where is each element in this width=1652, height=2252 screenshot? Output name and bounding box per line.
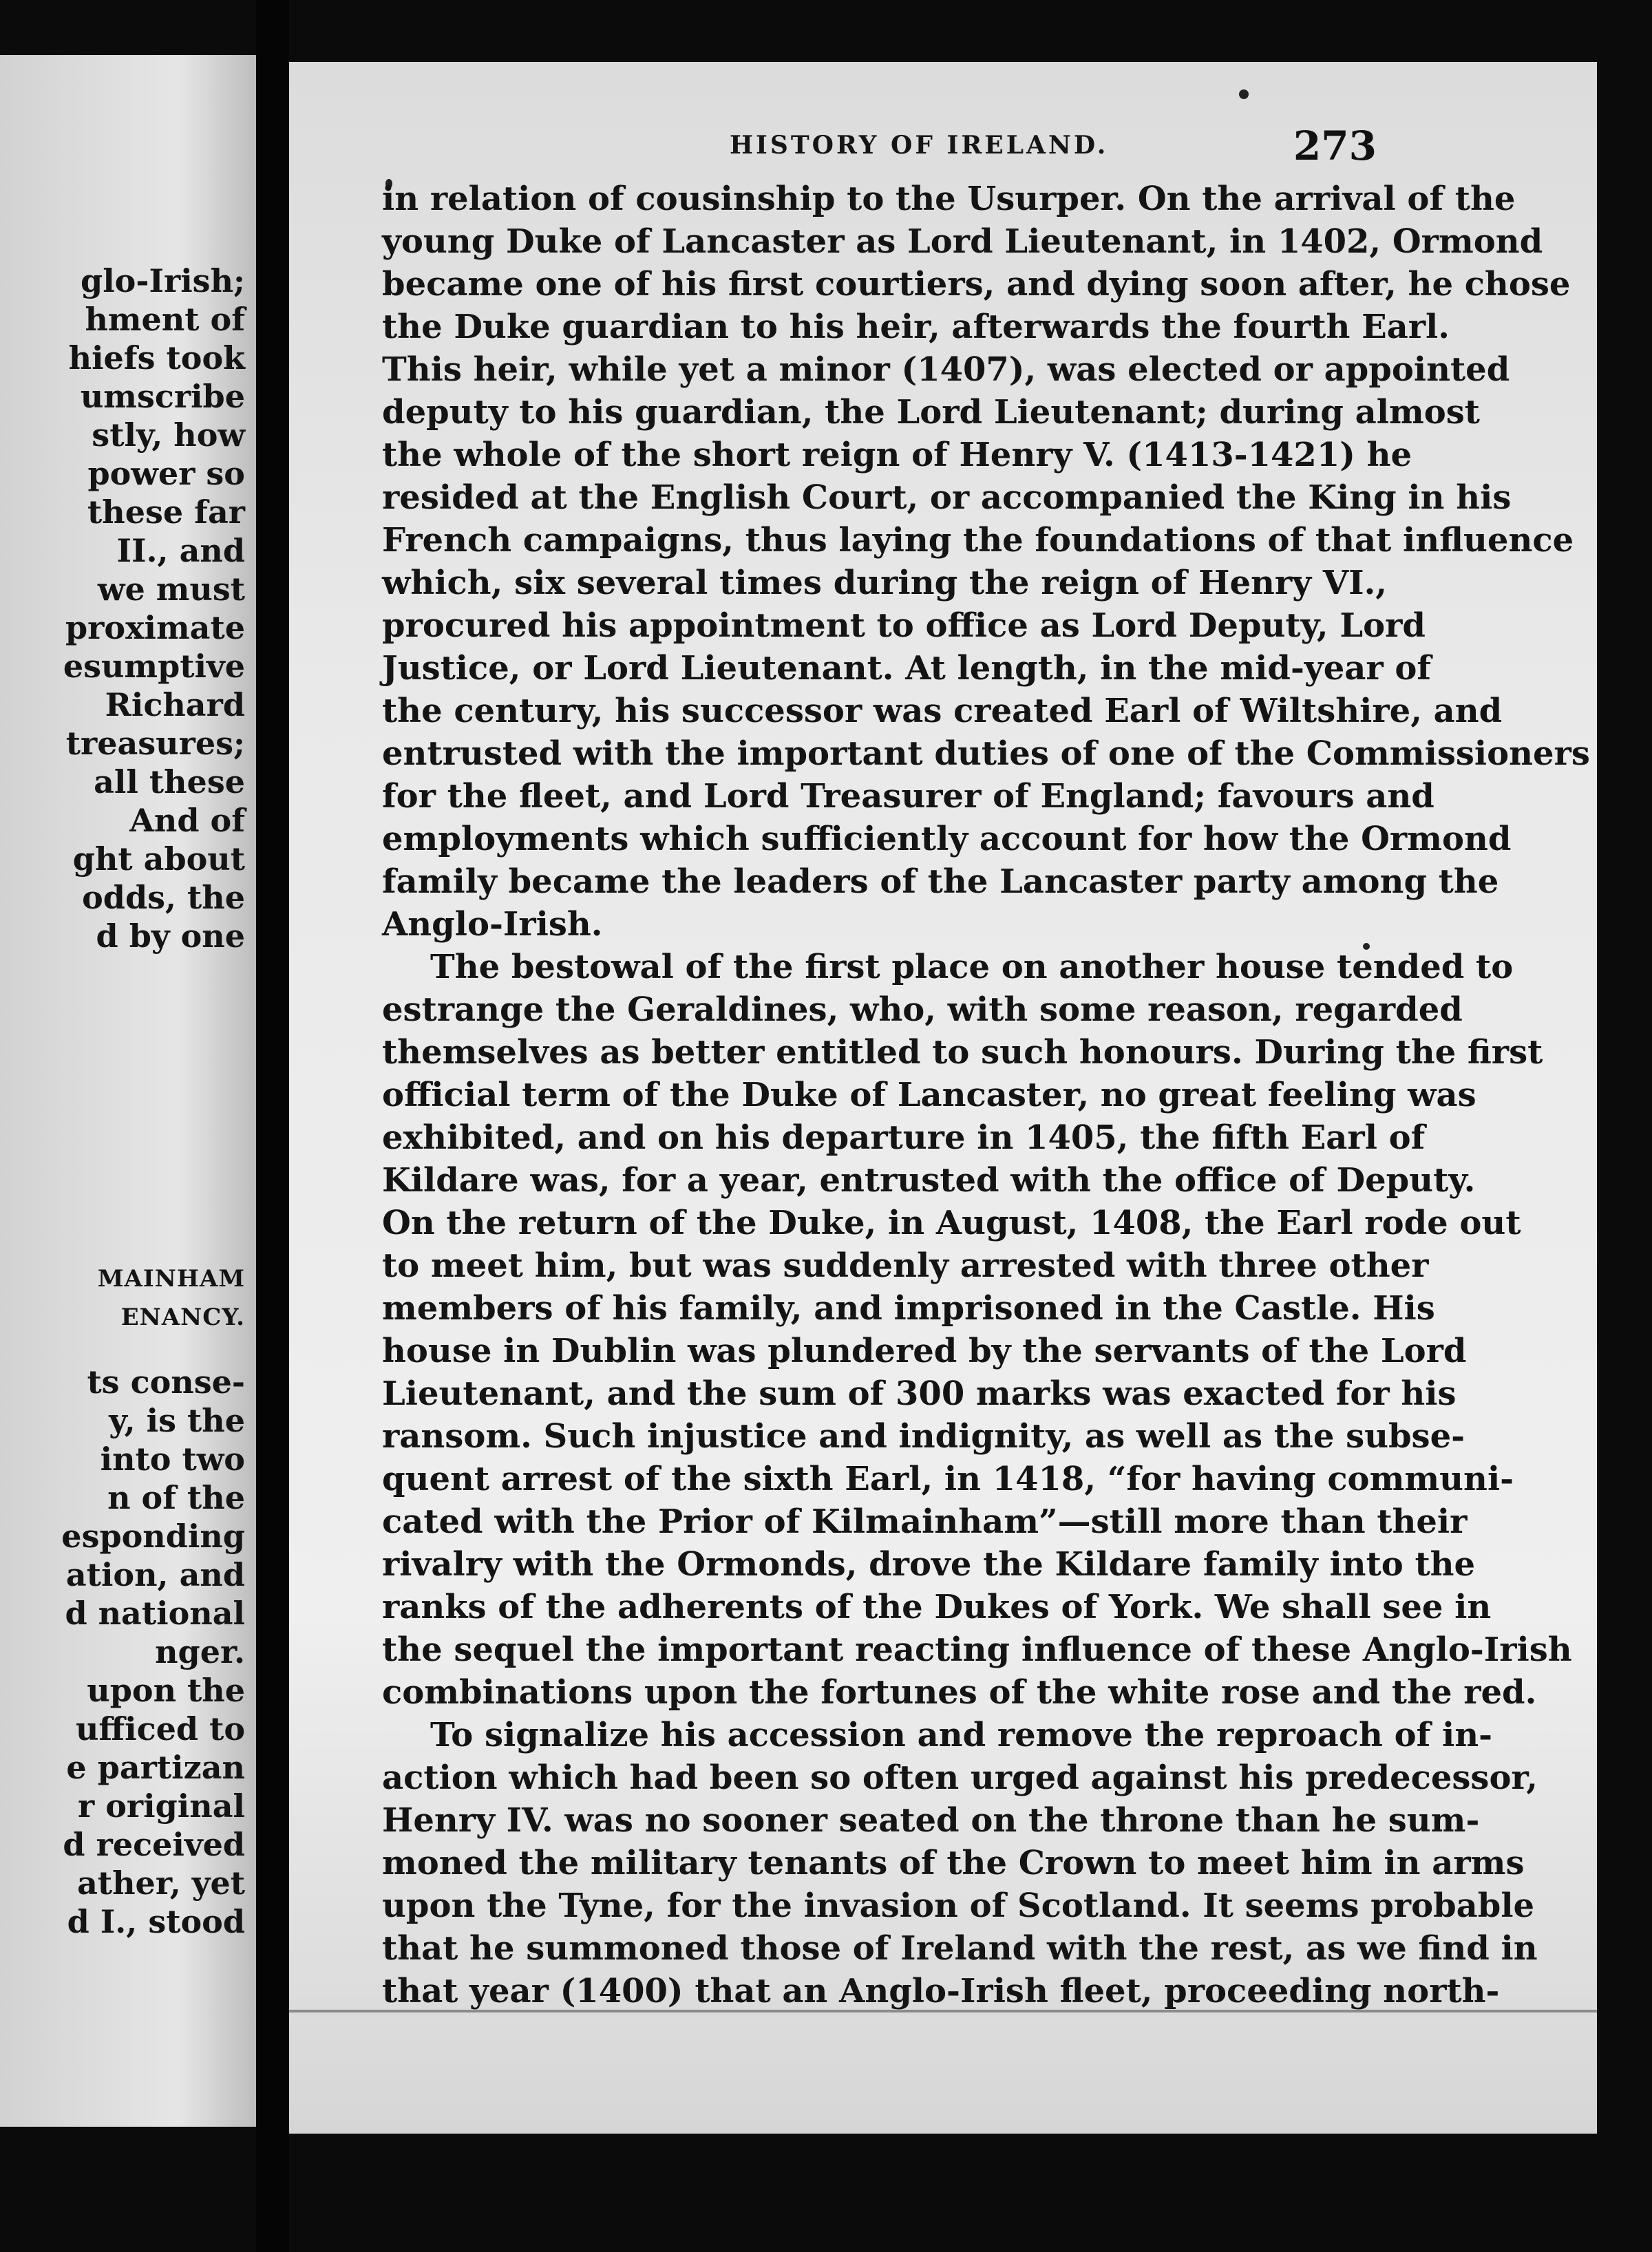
text-line: house in Dublin was plundered by the servants of the Lord [382,1332,1467,1370]
text-line: the whole of the short reign of Henry V. (1413-1421) he [382,436,1412,474]
text-line: family became the leaders of the Lancaster party among the [382,862,1499,901]
text-line: in relation of cousinship to the Usurper. On the arrival of the [382,180,1516,218]
left-page-line: stly, how [92,416,245,454]
left-page-line: ather, yet [77,1865,245,1902]
text-line: official term of the Duke of Lancaster, no great feeling was [382,1076,1476,1114]
left-page-line: these far [87,493,245,531]
text-line: moned the military tenants of the Crown to meet him in arms [382,1844,1525,1882]
text-line: cated with the Prior of Kilmainham”—still more than their [382,1502,1468,1541]
left-page-line: ght about [72,840,245,878]
ink-speck [1239,89,1249,99]
text-line: for the fleet, and Lord Treasurer of England; favours and [382,777,1434,816]
left-page-line: treasures; [65,725,245,762]
text-line: the sequel the important reacting influence of these Anglo-Irish [382,1630,1572,1669]
left-page-line: into two [100,1441,245,1478]
text-line: To signalize his accession and remove the reproach of in- [430,1716,1493,1754]
text-line: deputy to his guardian, the Lord Lieutenant; during almost [382,393,1480,432]
text-line: ranks of the adherents of the Dukes of York. We shall see in [382,1588,1492,1626]
text-line: employments which sufficiently account for how the Ormond [382,820,1512,858]
text-line: the century, his successor was created Earl of Wiltshire, and [382,692,1503,730]
left-page-line: ation, and [65,1556,245,1593]
text-line: quent arrest of the sixth Earl, in 1418, “for having communi- [382,1460,1514,1498]
text-line: Lieutenant, and the sum of 300 marks was exacted for his [382,1374,1457,1413]
text-line: ransom. Such injustice and indignity, as well as the subse- [382,1417,1465,1456]
text-line: Henry IV. was no sooner seated on the throne than he sum- [382,1801,1480,1840]
left-page-line: all these [94,763,245,800]
left-page-line: ts conse- [87,1363,245,1401]
left-page-line: esumptive [63,648,245,685]
side-caption-line: MAINHAM [97,1265,245,1293]
page-title: HISTORY OF IRELAND. [730,131,1109,160]
left-page-line: odds, the [82,879,245,916]
text-line: rivalry with the Ormonds, drove the Kildare family into the [382,1545,1476,1584]
page-number: 273 [1293,123,1377,169]
text-line: themselves as better entitled to such honours. During the first [382,1033,1543,1072]
left-page-line: d by one [96,917,245,955]
left-page-line: d received [63,1826,245,1863]
text-line: young Duke of Lancaster as Lord Lieutenant, in 1402, Ormond [382,222,1543,261]
running-head [420,123,1521,172]
text-line: became one of his first courtiers, and dying soon after, he chose [382,265,1571,304]
left-page-line: e partizan [66,1749,245,1786]
left-page-line: And of [129,802,245,839]
left-page-line: r original [77,1787,245,1825]
text-line: procured his appointment to office as Lord Deputy, Lord [382,606,1426,645]
left-page-line: nger. [155,1633,245,1670]
left-page-line: hment of [85,301,245,338]
text-line: Anglo-Irish. [382,905,603,944]
left-page-line: d I., stood [67,1903,245,1940]
left-page-line: power so [87,455,245,492]
text-line: action which had been so often urged against his predecessor, [382,1759,1538,1797]
side-caption-line: ENANCY. [120,1304,245,1331]
left-page-line: umscribe [80,378,245,415]
left-page-line: hiefs took [68,339,245,376]
text-line: the Duke guardian to his heir, afterwards the fourth Earl. [382,308,1450,346]
book-gutter [256,0,289,2252]
text-line: resided at the English Court, or accompanied the King in his [382,478,1512,517]
text-line: Justice, or Lord Lieutenant. At length, in the mid-year of [382,649,1432,688]
text-line: French campaigns, thus laying the foundations of that influence [382,521,1574,560]
text-line: to meet him, but was suddenly arrested with three other [382,1246,1429,1285]
left-page-line: proximate [65,609,245,646]
text-line: members of his family, and imprisoned in the Castle. His [382,1289,1435,1328]
left-page-line: esponding [61,1518,245,1555]
text-line: exhibited, and on his departure in 1405, the fifth Earl of [382,1118,1426,1157]
text-line: entrusted with the important duties of one of the Commissioners [382,734,1590,773]
text-line: On the return of the Duke, in August, 1408, the Earl rode out [382,1204,1521,1242]
left-page-line: y, is the [109,1402,245,1439]
left-facing-page [0,55,256,2127]
text-line: that he summoned those of Ireland with the rest, as we find in [382,1929,1538,1968]
text-line: This heir, while yet a minor (1407), was elected or appointed [382,350,1510,389]
text-line: Kildare was, for a year, entrusted with the office of Deputy. [382,1161,1476,1200]
left-page-line: upon the [87,1672,245,1709]
left-page-line: Richard [105,686,245,723]
text-line: that year (1400) that an Anglo-Irish fleet, proceeding north- [382,1972,1500,2010]
left-page-line: glo-Irish; [81,262,245,299]
left-page-line: II., and [116,532,245,569]
left-page-line: d national [65,1595,245,1632]
text-line: The bestowal of the first place on another house tended to [430,948,1514,986]
left-page-line: ufficed to [75,1710,245,1748]
body-text [382,178,1590,2012]
left-page-line: n of the [107,1479,245,1516]
text-line: estrange the Geraldines, who, with some reason, regarded [382,990,1463,1029]
left-page-line: we must [97,571,245,608]
text-line: which, six several times during the reign of Henry VI., [382,564,1387,602]
text-line: upon the Tyne, for the invasion of Scotland. It seems probable [382,1887,1535,1925]
text-line: combinations upon the fortunes of the white rose and the red. [382,1673,1537,1712]
